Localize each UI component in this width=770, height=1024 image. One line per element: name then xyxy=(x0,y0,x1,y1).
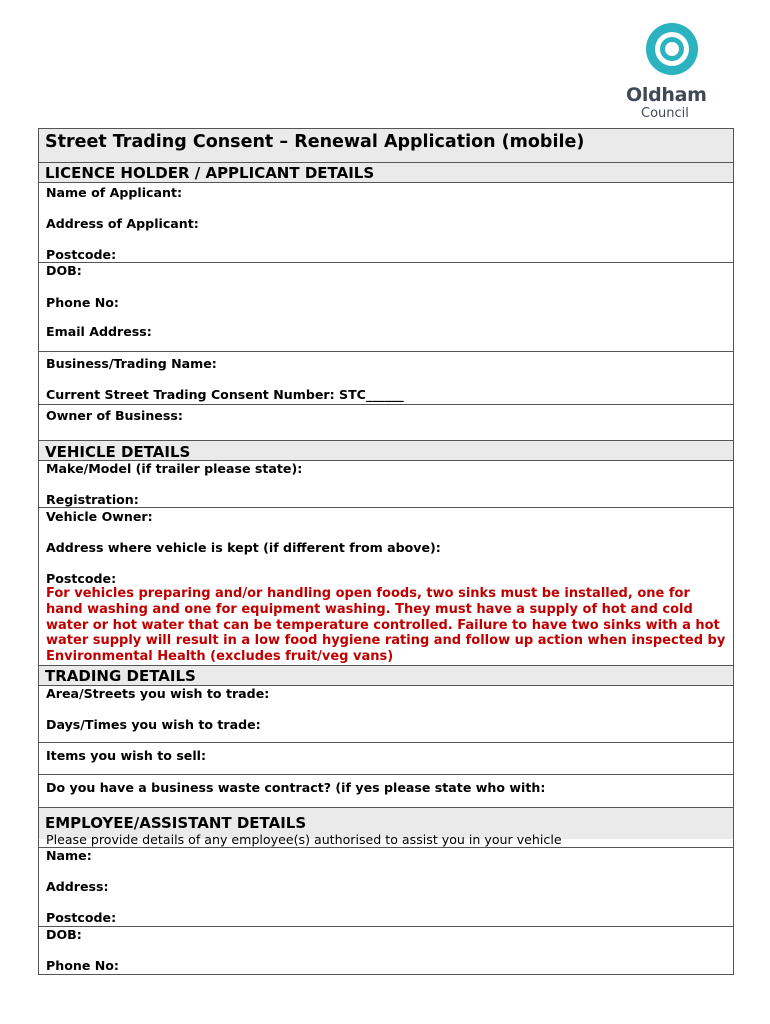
vehicle-registration-field[interactable]: Registration: xyxy=(46,492,139,507)
employee-address-field[interactable]: Address: xyxy=(46,879,109,894)
divider xyxy=(39,351,733,352)
employee-phone-field[interactable]: Phone No: xyxy=(46,958,119,973)
applicant-section-heading: LICENCE HOLDER / APPLICANT DETAILS xyxy=(39,162,733,183)
business-name-field[interactable]: Business/Trading Name: xyxy=(46,356,217,371)
divider xyxy=(39,262,733,263)
employee-dob-field[interactable]: DOB: xyxy=(46,927,82,942)
logo-subtitle: Council xyxy=(641,106,689,121)
divider xyxy=(39,926,733,927)
employee-section-heading: EMPLOYEE/ASSISTANT DETAILS xyxy=(39,807,733,839)
food-safety-warning: For vehicles preparing and/or handling open foods, two sinks must be installed, one for hand washing and one for equipment washing. They must have a supply of hot and cold water or hot water that can be temperature controlled. Failure to have two sinks with a hot water supply will result in a low food hygiene rating and follow up action when inspected by Environmental Health (excludes fruit/veg vans) xyxy=(46,586,726,665)
vehicle-postcode-field[interactable]: Postcode: xyxy=(46,571,117,586)
vehicle-owner-field[interactable]: Vehicle Owner: xyxy=(46,509,153,524)
divider xyxy=(39,182,733,183)
trading-section-heading: TRADING DETAILS xyxy=(39,665,733,686)
applicant-dob-field[interactable]: DOB: xyxy=(46,263,82,278)
divider xyxy=(39,404,733,405)
divider xyxy=(39,847,733,848)
applicant-postcode-field[interactable]: Postcode: xyxy=(46,247,117,262)
oldham-council-logo xyxy=(622,20,722,125)
waste-contract-field[interactable]: Do you have a business waste contract? (if yes please state who with: xyxy=(46,780,546,795)
divider xyxy=(39,774,733,775)
applicant-phone-field[interactable]: Phone No: xyxy=(46,295,119,310)
logo-ring-icon xyxy=(622,20,722,84)
consent-number-field[interactable]: Current Street Trading Consent Number: STC______ xyxy=(46,387,404,402)
divider xyxy=(39,742,733,743)
vehicle-address-field[interactable]: Address where vehicle is kept (if different from above): xyxy=(46,540,441,555)
trading-areas-field[interactable]: Area/Streets you wish to trade: xyxy=(46,686,270,701)
applicant-address-field[interactable]: Address of Applicant: xyxy=(46,216,199,231)
form-title: Street Trading Consent – Renewal Application (mobile) xyxy=(39,128,733,162)
vehicle-section-heading: VEHICLE DETAILS xyxy=(39,440,733,461)
trading-items-field[interactable]: Items you wish to sell: xyxy=(46,748,207,763)
employee-section-note: Please provide details of any employee(s) authorised to assist you in your vehicle xyxy=(46,832,562,847)
vehicle-make-model-field[interactable]: Make/Model (if trailer please state): xyxy=(46,461,303,476)
applicant-name-field[interactable]: Name of Applicant: xyxy=(46,185,182,200)
application-form xyxy=(38,128,734,975)
employee-postcode-field[interactable]: Postcode: xyxy=(46,910,117,925)
divider xyxy=(39,507,733,508)
employee-name-field[interactable]: Name: xyxy=(46,848,92,863)
business-owner-field[interactable]: Owner of Business: xyxy=(46,408,183,423)
logo-name: Oldham xyxy=(626,84,707,106)
trading-times-field[interactable]: Days/Times you wish to trade: xyxy=(46,717,261,732)
applicant-email-field[interactable]: Email Address: xyxy=(46,324,152,339)
